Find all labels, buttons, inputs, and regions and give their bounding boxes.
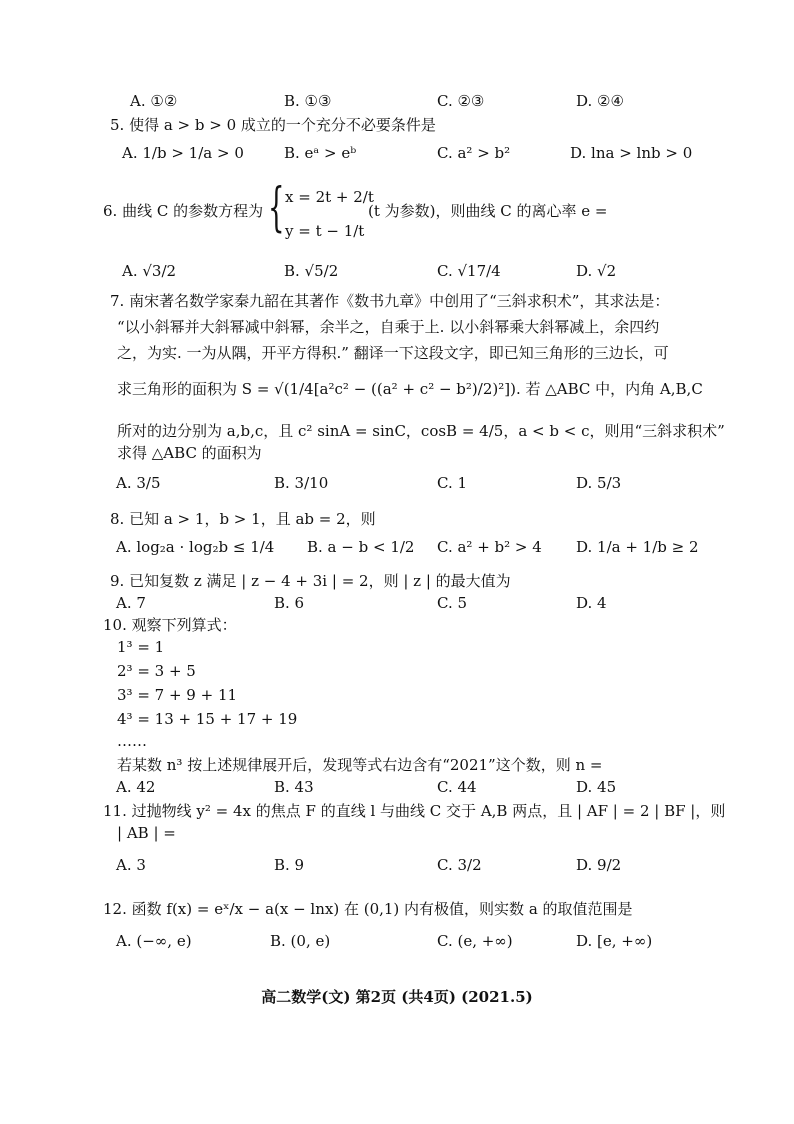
q7-line5: 所对的边分别为 a,b,c，且 c² sinA = sinC，cosB = 4/5，a < b < c，则用“三斜求积术” xyxy=(117,422,725,440)
q8-option-b: B. a − b < 1/2 xyxy=(307,538,415,556)
q5-option-d: D. lna > lnb > 0 xyxy=(570,144,693,162)
q8-stem: 8. 已知 a > 1，b > 1，且 ab = 2，则 xyxy=(110,510,376,528)
q11-line1: 11. 过抛物线 y² = 4x 的焦点 F 的直线 l 与曲线 C 交于 A,B 两点，且 | AF | = 2 | BF |，则 xyxy=(103,802,726,820)
q6-brace: { xyxy=(268,178,285,238)
q10-eq4: 4³ = 13 + 15 + 17 + 19 xyxy=(117,710,298,728)
q7-line3: 之，为实. 一为从隅，开平方得积.” 翻译一下这段文字，即已知三角形的三边长，可 xyxy=(117,344,669,362)
q10-eq2: 2³ = 3 + 5 xyxy=(117,662,196,680)
q4-option-c: C. ②③ xyxy=(437,92,485,110)
q12-option-c: C. (e, +∞) xyxy=(437,932,513,950)
q7-option-b: B. 3/10 xyxy=(274,474,329,492)
q11-option-b: B. 9 xyxy=(274,856,305,874)
q8-option-a: A. log₂a · log₂b ≤ 1/4 xyxy=(116,538,275,556)
q10-ellipsis: …… xyxy=(117,732,147,750)
q7-option-d: D. 5/3 xyxy=(576,474,622,492)
q9-option-b: B. 6 xyxy=(274,594,305,612)
q6-stem-suffix: (t 为参数)，则曲线 C 的离心率 e = xyxy=(368,202,608,220)
q6-eq2: y = t − 1/t xyxy=(285,222,365,240)
q12-option-b: B. (0, e) xyxy=(270,932,331,950)
q5-option-b: B. eᵃ > eᵇ xyxy=(284,144,357,162)
q12-option-a: A. (−∞, e) xyxy=(116,932,192,950)
q5-option-a: A. 1/b > 1/a > 0 xyxy=(122,144,244,162)
q7-option-c: C. 1 xyxy=(437,474,468,492)
q10-eq1: 1³ = 1 xyxy=(117,638,165,656)
q6-option-d: D. √2 xyxy=(576,262,617,280)
q12-option-d: D. [e, +∞) xyxy=(576,932,653,950)
q10-option-c: C. 44 xyxy=(437,778,477,796)
q6-stem-prefix: 6. 曲线 C 的参数方程为 xyxy=(103,202,264,220)
q4-option-b: B. ①③ xyxy=(284,92,332,110)
q10-option-a: A. 42 xyxy=(116,778,156,796)
page-footer: 高二数学(文) 第2页 (共4页) (2021.5) xyxy=(261,988,533,1006)
q6-option-c: C. √17/4 xyxy=(437,262,501,280)
q9-option-a: A. 7 xyxy=(116,594,146,612)
q10-option-d: D. 45 xyxy=(576,778,617,796)
q4-option-a: A. ①② xyxy=(130,92,178,110)
q10-stem: 10. 观察下列算式： xyxy=(103,616,237,634)
q8-option-c: C. a² + b² > 4 xyxy=(437,538,542,556)
q11-option-a: A. 3 xyxy=(116,856,146,874)
q5-option-c: C. a² > b² xyxy=(437,144,511,162)
q11-line2: | AB | = xyxy=(117,824,176,842)
q11-option-d: D. 9/2 xyxy=(576,856,622,874)
q9-option-c: C. 5 xyxy=(437,594,468,612)
q7-line2: “以小斜幂并大斜幂减中斜幂，余半之，自乘于上. 以小斜幂乘大斜幂减上，余四约 xyxy=(117,318,660,336)
q5-stem: 5. 使得 a > b > 0 成立的一个充分不必要条件是 xyxy=(110,116,436,134)
q8-option-d: D. 1/a + 1/b ≥ 2 xyxy=(576,538,699,556)
q10-eq3: 3³ = 7 + 9 + 11 xyxy=(117,686,238,704)
q7-line4: 求三角形的面积为 S = √(1/4[a²c² − ((a² + c² − b²)/2)²]). 若 △ABC 中，内角 A,B,C xyxy=(117,380,703,398)
q12-stem: 12. 函数 f(x) = eˣ/x − a(x − lnx) 在 (0,1) 内有极值，则实数 a 的取值范围是 xyxy=(103,900,633,918)
q7-line1: 7. 南宋著名数学家秦九韶在其著作《数书九章》中创用了“三斜求积术”，其求法是： xyxy=(110,292,670,310)
q10-question: 若某数 n³ 按上述规律展开后，发现等式右边含有“2021”这个数，则 n = xyxy=(117,756,603,774)
q6-eq1: x = 2t + 2/t xyxy=(285,188,374,206)
q7-line6: 求得 △ABC 的面积为 xyxy=(117,444,262,462)
q6-option-a: A. √3/2 xyxy=(122,262,177,280)
q6-option-b: B. √5/2 xyxy=(284,262,339,280)
q4-option-d: D. ②④ xyxy=(576,92,624,110)
q7-option-a: A. 3/5 xyxy=(116,474,161,492)
q10-option-b: B. 43 xyxy=(274,778,314,796)
q11-option-c: C. 3/2 xyxy=(437,856,482,874)
q9-option-d: D. 4 xyxy=(576,594,607,612)
q9-stem: 9. 已知复数 z 满足 | z − 4 + 3i | = 2，则 | z | 的最大值为 xyxy=(110,572,511,590)
